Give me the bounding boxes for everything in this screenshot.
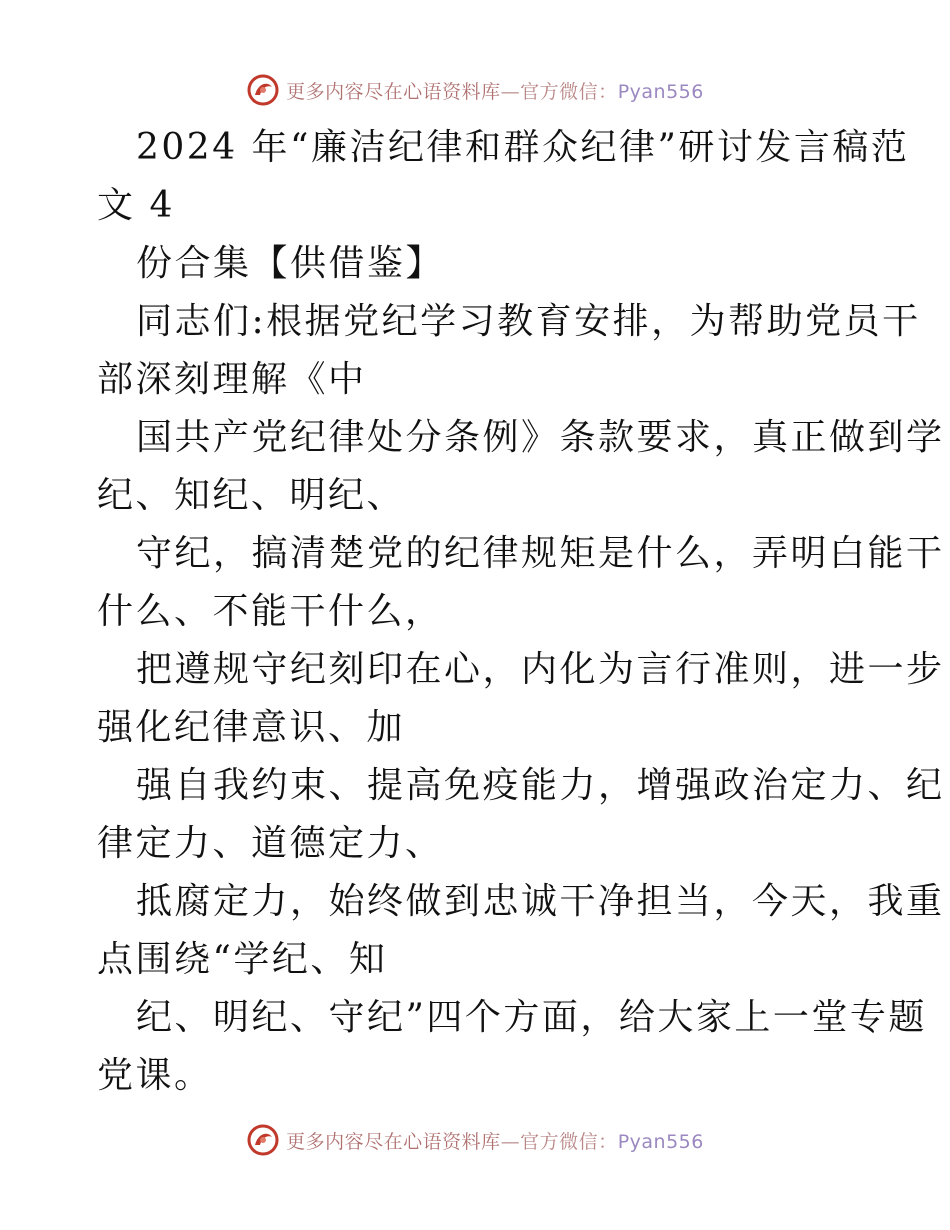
banner-separator: — bbox=[500, 1130, 521, 1153]
paragraph-line: 国共产党纪律处分条例》条款要求，真正做到学 bbox=[136, 417, 945, 458]
header-watermark-banner bbox=[0, 70, 950, 110]
paragraph-line: 党课。 bbox=[97, 1055, 213, 1096]
red-swirl-logo-icon bbox=[246, 73, 280, 107]
title-line-3: 份合集【供借鉴】 bbox=[136, 243, 445, 284]
paragraph-line: 纪、知纪、明纪、 bbox=[97, 475, 406, 516]
banner-wechat-id: Pyan556 bbox=[617, 80, 704, 103]
banner-wechat-label: 官方微信： bbox=[520, 1130, 618, 1153]
red-swirl-logo-icon bbox=[246, 1123, 280, 1157]
banner-separator: — bbox=[500, 80, 521, 103]
banner-text: 更多内容尽在心语资料库 bbox=[286, 80, 501, 103]
paragraph-line: 强化纪律意识、加 bbox=[97, 707, 406, 748]
paragraph-line: 部深刻理解《中 bbox=[97, 359, 367, 400]
paragraph-line: 纪、明纪、守纪”四个方面，给大家上一堂专题 bbox=[136, 997, 927, 1038]
paragraph-line: 强自我约束、提高免疫能力，增强政治定力、纪 bbox=[136, 765, 945, 806]
paragraph-line: 把遵规守纪刻印在心，内化为言行准则，进一步 bbox=[136, 649, 945, 690]
paragraph-line: 抵腐定力，始终做到忠诚干净担当，今天，我重 bbox=[136, 881, 945, 922]
paragraph-line: 什么、不能干什么， bbox=[97, 591, 444, 632]
document-body bbox=[97, 119, 945, 1105]
title-line-2: 文 4 bbox=[97, 185, 175, 226]
title-line-1: 2024 年“廉洁纪律和群众纪律”研讨发言稿范 bbox=[136, 127, 910, 168]
paragraph-line: 律定力、道德定力、 bbox=[97, 823, 444, 864]
paragraph-line: 守纪，搞清楚党的纪律规矩是什么，弄明白能干 bbox=[136, 533, 945, 574]
banner-wechat-label: 官方微信： bbox=[520, 80, 618, 103]
paragraph-line: 点围绕“学纪、知 bbox=[97, 939, 388, 980]
banner-text: 更多内容尽在心语资料库 bbox=[286, 1130, 501, 1153]
banner-wechat-id: Pyan556 bbox=[617, 1130, 704, 1153]
paragraph-line: 同志们:根据党纪学习教育安排，为帮助党员干 bbox=[136, 301, 921, 342]
footer-watermark-banner bbox=[0, 1120, 950, 1160]
